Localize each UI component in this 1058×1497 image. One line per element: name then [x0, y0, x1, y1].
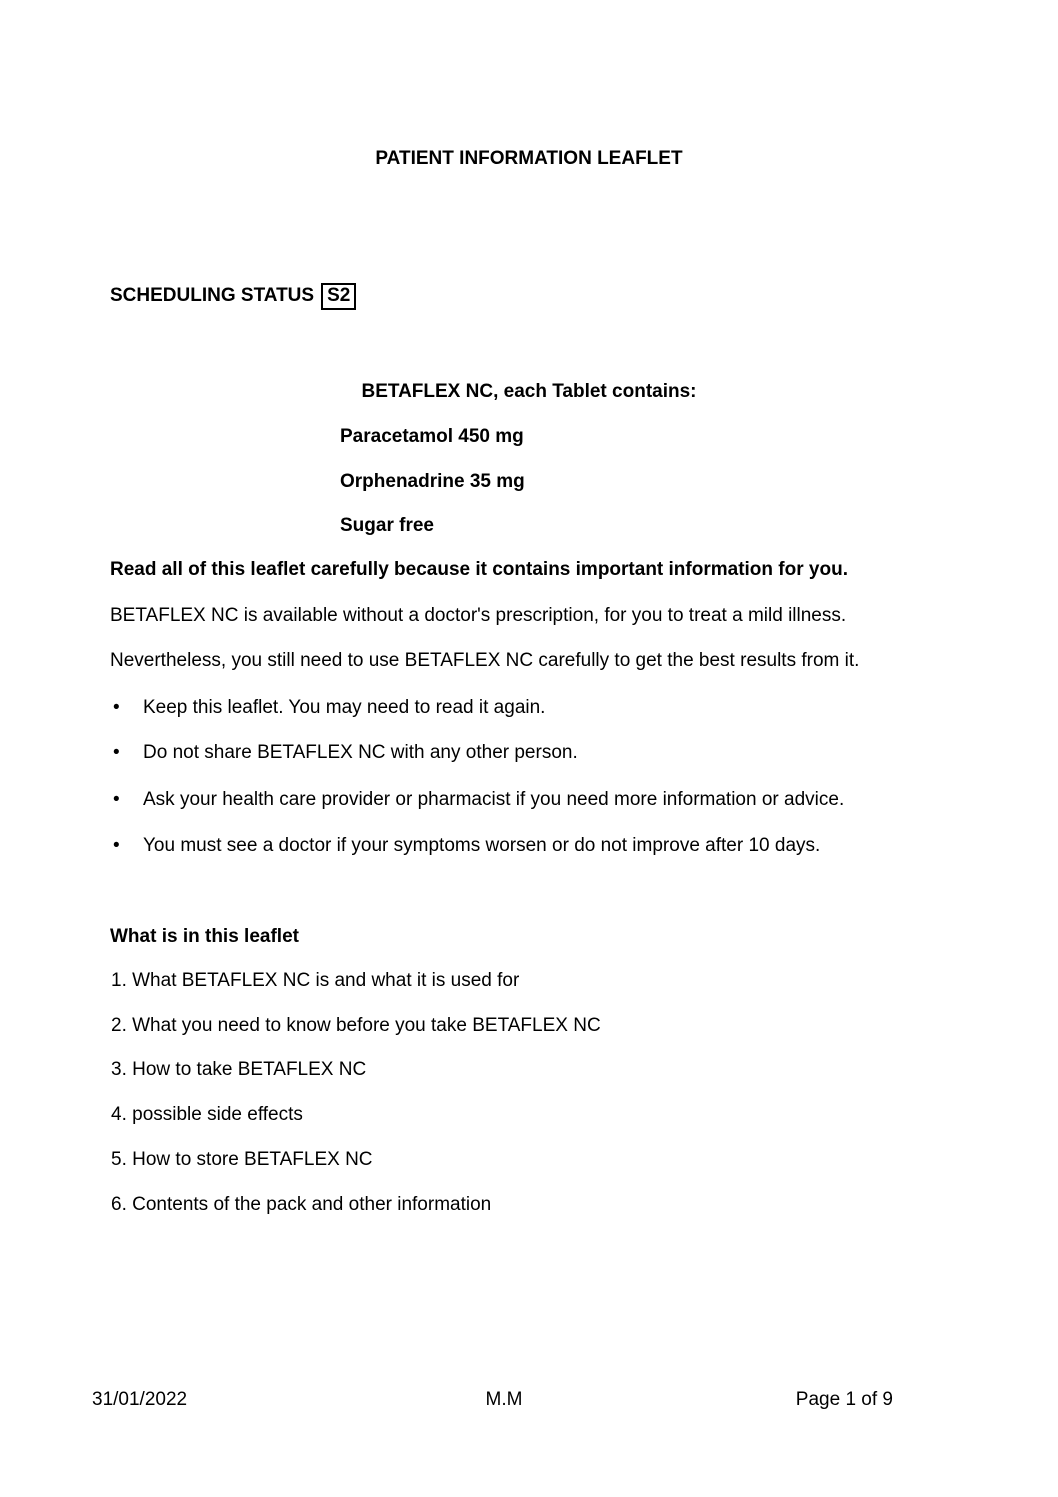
- bullet-text: Ask your health care provider or pharmacist if you need more information or advice.: [143, 789, 845, 810]
- bullet-icon: •: [113, 789, 120, 810]
- footer-initials: M.M: [485, 1389, 523, 1410]
- bullet-text: Do not share BETAFLEX NC with any other person.: [143, 742, 578, 763]
- scheduling-status-line: [110, 283, 356, 310]
- scheduling-status-badge: S2: [321, 283, 356, 310]
- intro-paragraph: BETAFLEX NC is available without a doctor's prescription, for you to treat a mild illness.: [110, 605, 847, 626]
- toc-item: 2. What you need to know before you take BETAFLEX NC: [111, 1015, 601, 1036]
- bullet-item: [110, 696, 545, 720]
- bullet-icon: •: [113, 697, 120, 718]
- composition-item-orphenadrine: Orphenadrine 35 mg: [340, 471, 525, 492]
- composition-item-paracetamol: Paracetamol 450 mg: [340, 426, 524, 447]
- composition-heading: BETAFLEX NC, each Tablet contains:: [361, 381, 697, 402]
- footer-page-number: Page 1 of 9: [795, 1389, 893, 1410]
- bullet-item: [110, 741, 578, 765]
- intro-paragraph: Nevertheless, you still need to use BETAFLEX NC carefully to get the best results from it.: [110, 650, 860, 671]
- bullet-text: You must see a doctor if your symptoms worsen or do not improve after 10 days.: [143, 835, 821, 856]
- composition-item-sugar-free: Sugar free: [340, 515, 434, 536]
- bullet-icon: •: [113, 742, 120, 763]
- toc-heading: What is in this leaflet: [110, 926, 299, 947]
- read-notice: Read all of this leaflet carefully because it contains important information for you.: [110, 559, 848, 580]
- toc-item: 4. possible side effects: [111, 1104, 303, 1125]
- bullet-text: Keep this leaflet. You may need to read it again.: [143, 697, 546, 718]
- footer-date: 31/01/2022: [92, 1389, 188, 1410]
- toc-item: 1. What BETAFLEX NC is and what it is used for: [111, 970, 520, 991]
- scheduling-status-label: SCHEDULING STATUS: [110, 285, 315, 306]
- bullet-item: [110, 834, 820, 858]
- toc-item: 6. Contents of the pack and other information: [111, 1194, 492, 1215]
- bullet-item: [110, 788, 844, 812]
- toc-item: 5. How to store BETAFLEX NC: [111, 1149, 373, 1170]
- toc-item: 3. How to take BETAFLEX NC: [111, 1059, 367, 1080]
- page-title: PATIENT INFORMATION LEAFLET: [375, 148, 683, 169]
- bullet-icon: •: [113, 835, 120, 856]
